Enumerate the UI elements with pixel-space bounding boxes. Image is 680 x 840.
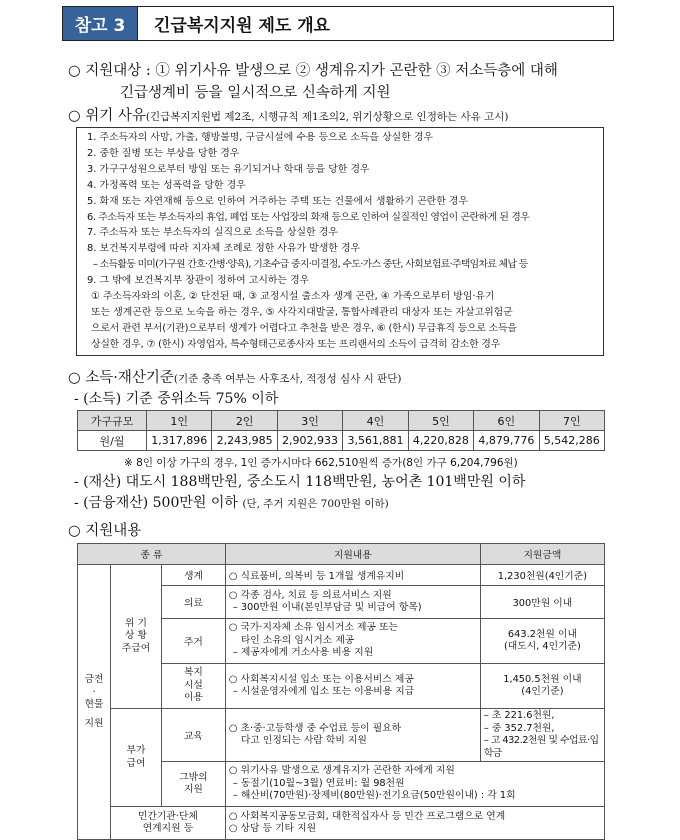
amount-line: – 고 432.2천원 및 수업료·입학금	[483, 735, 599, 759]
target-line-1: ○ 지원대상 : ① 위기사유 발생으로 ② 생계유지가 곤란한 ③ 저소득층에 대해	[68, 63, 558, 79]
group-extra-line: 급여	[126, 757, 146, 769]
income-header-cell: 3인	[277, 411, 342, 431]
support-header-type: 종 류	[78, 544, 226, 565]
content-line: – 동절기(10월~3월) 연료비: 월 98천원	[232, 777, 405, 789]
amount-education	[480, 709, 604, 762]
income-cell: 원/월	[78, 431, 147, 451]
income-header-cell: 7인	[539, 411, 604, 431]
type-line: 민간기관·단체	[137, 810, 198, 822]
income-header-cell: 1인	[147, 411, 212, 431]
income-header-cell: 2인	[212, 411, 277, 431]
amount-line: 643.2천원 이내	[507, 628, 577, 640]
group-crisis-line: 주급여	[121, 642, 151, 654]
type-welfare	[162, 664, 226, 709]
type-line: 시설	[183, 679, 203, 691]
amount-medical: 300만원 이내	[480, 586, 604, 619]
type-housing: 주거	[162, 619, 226, 664]
income-note: ※ 8인 이상 가구의 경우, 1인 증가시마다 662,510원씩 증가(8인 가구 6,204,796원)	[124, 457, 518, 469]
type-line: 지원	[183, 784, 203, 795]
reason-paragraph-line: 또는 생계곤란 등으로 노숙을 하는 경우, ⑤ 사각지대발굴, 통합사례관리 대상자 또는 자살고위험군	[91, 306, 513, 318]
reason-item: 5. 화재 또는 자연재해 등으로 인하여 거주하는 주택 또는 건물에서 생활하기 곤란한 경우	[87, 195, 468, 207]
reason-paragraph-line: 상실한 경우, ⑦ (한시) 자영업자, 특수형태근로종사자 또는 프리랜서의 소득이 급격히 감소한 경우	[91, 338, 501, 350]
income-line: - (소득) 기준 중위소득 75% 이하	[74, 391, 279, 407]
content-other	[225, 762, 604, 807]
income-header-cell: 가구규모	[78, 411, 147, 431]
amount-housing	[480, 619, 604, 664]
income-table-row	[78, 431, 605, 451]
amount-line: (대도시, 4인기준)	[503, 641, 581, 652]
support-row-education	[78, 709, 605, 762]
income-cell: 5,542,286	[539, 431, 604, 451]
content-line: ○ 상담 등 기타 지원	[228, 823, 317, 834]
income-table	[77, 410, 605, 451]
reason-paragraph-line: ① 주소득자와의 이혼, ② 단전된 때, ③ 교정시설 출소자 생계 곤란, ④ 가족으로부터 방임·유기	[91, 291, 495, 303]
support-table	[77, 543, 605, 840]
amount-line: 1,450.5천원 이내	[503, 673, 582, 685]
criteria-heading	[68, 366, 402, 387]
content-line: – 제공자에게 거소사용 비용 지원	[232, 647, 374, 659]
content-housing	[225, 619, 480, 664]
support-header-content: 지원내용	[225, 544, 480, 565]
content-living: ○ 식료품비, 의복비 등 1개월 생계유지비	[225, 565, 480, 586]
crisis-reasons-box	[76, 127, 604, 356]
group-crisis-line: 위 기	[124, 617, 148, 629]
income-cell: 1,317,896	[147, 431, 212, 451]
reasons-heading-text: ○ 위기 사유	[68, 108, 146, 124]
group-cash-inkind-line: 현물	[84, 699, 104, 710]
income-header-cell: 5인	[408, 411, 473, 431]
income-table-header	[78, 411, 605, 431]
income-header-cell: 4인	[343, 411, 408, 431]
content-line: ○ 위기사유 발생으로 생계유지가 곤란한 자에게 지원	[228, 765, 455, 777]
content-medical	[225, 586, 480, 619]
amount-line: – 초 221.6천원,	[483, 710, 555, 721]
target-line-2: 긴급생계비 등을 일시적으로 신속하게 지원	[120, 85, 391, 101]
amount-line: – 중 352.7천원,	[483, 722, 555, 734]
content-line: – 해산비(70만원)·장제비(80만원)·전기요금(50만원이내) : 각 1회	[232, 790, 516, 802]
type-private	[111, 807, 226, 840]
reason-paragraph-line: 으로서 관련 부서(기관)으로부터 생계가 어렵다고 추천을 받은 경우, ⑥ (한시) 무급휴직 등으로 소득을	[91, 322, 517, 334]
amount-line: (4인기준)	[521, 686, 564, 697]
content-line: ○ 사회복지시설 입소 또는 이용서비스 제공	[228, 673, 414, 685]
group-extra-line: 부가	[126, 745, 146, 756]
reason-item: 4. 가정폭력 또는 성폭력을 당한 경우	[87, 179, 246, 191]
group-crisis-line: 상 황	[124, 630, 148, 642]
content-private	[225, 807, 604, 840]
reason-subitem: – 소득활동 미미(가구원 간호·간병·양육), 기초수급 중지·미결정, 수도·가스 중단, 사회보험료·주택임차료 체납 등	[93, 259, 528, 271]
support-header-amount: 지원금액	[480, 544, 604, 565]
type-other	[162, 762, 226, 807]
group-cash-inkind-line: ·	[92, 686, 96, 698]
amount-welfare	[480, 664, 604, 709]
income-cell: 2,243,985	[212, 431, 277, 451]
reason-item: 6. 주소득자 또는 부소득자의 휴업, 폐업 또는 사업장의 화재 등으로 인하여 실질적인 영업이 곤란하게 된 경우	[87, 211, 530, 223]
content-line: ○ 사회복지공동모금회, 대한적십자사 등 민간 프로그램으로 연계	[228, 810, 506, 822]
reasons-heading	[68, 104, 508, 125]
reasons-heading-note: (긴급복지지원법 제2조, 시행규칙 제1조의2, 위기상황으로 인정하는 사유 고시)	[145, 111, 509, 123]
reference-tag: 참고 3	[63, 7, 137, 40]
content-welfare	[225, 664, 480, 709]
income-header-cell: 6인	[474, 411, 539, 431]
income-cell: 4,879,776	[474, 431, 539, 451]
content-line: 타인 소유의 임시거소 제공	[240, 634, 355, 646]
type-line: 연계지원 등	[142, 823, 194, 834]
content-line: 다고 인정되는 사람 학비 지원	[240, 735, 367, 746]
group-cash-inkind	[78, 565, 111, 840]
type-education: 교육	[162, 709, 226, 762]
income-cell: 3,561,881	[343, 431, 408, 451]
reason-item: 8. 보건복지부령에 따라 지자체 조례로 정한 사유가 발생한 경우	[87, 243, 361, 255]
content-line: – 시설운영자에게 입소 또는 이용비용 지급	[232, 686, 415, 697]
type-medical: 의료	[162, 586, 226, 619]
finance-line	[74, 492, 389, 512]
content-line: – 300만원 이내(본인부담금 및 비급여 항목)	[232, 602, 422, 613]
type-living: 생계	[162, 565, 226, 586]
reason-item: 1. 주소득자의 사망, 가출, 행방불명, 구금시설에 수용 등으로 소득을 상실한 경우	[87, 132, 433, 143]
reason-item: 9. 그 밖에 보건복지부 장관이 정하여 고시하는 경우	[87, 275, 310, 287]
reason-item: 2. 중한 질병 또는 부상을 당한 경우	[87, 147, 240, 159]
content-education	[225, 709, 480, 762]
type-line: 그밖의	[179, 771, 208, 783]
reason-item: 3. 가구구성원으로부터 방임 또는 유기되거나 학대 등을 당한 경우	[87, 163, 370, 175]
type-line: 이용	[183, 692, 203, 704]
finance-line-main: - (금융재산) 500만원 이하	[74, 495, 238, 511]
content-line: ○ 초·중·고등학생 중 수업료 등이 필요하	[228, 722, 402, 734]
support-heading: ○ 지원내용	[68, 523, 142, 539]
income-cell: 4,220,828	[408, 431, 473, 451]
reason-item: 7. 주소득자 또는 부소득자의 실직으로 소득을 상실한 경우	[87, 227, 338, 239]
asset-line: - (재산) 대도시 188백만원, 중소도시 118백만원, 농어촌 101백만원 이하	[74, 474, 526, 490]
type-line: 복지	[183, 667, 203, 679]
group-extra	[111, 709, 162, 807]
support-row-living	[78, 565, 605, 586]
finance-line-note: (단, 주거 지원은 700만원 이하)	[242, 498, 389, 510]
criteria-heading-note: (기준 충족 여부는 사후조사, 적정성 심사 시 판단)	[173, 373, 402, 385]
criteria-heading-text: ○ 소득·재산기준	[68, 370, 174, 386]
amount-living: 1,230천원(4인기준)	[480, 565, 604, 586]
support-row-private	[78, 807, 605, 840]
content-line: ○ 각종 검사, 치료 등 의료서비스 지원	[228, 589, 392, 601]
group-cash-inkind-line: 금전	[84, 674, 104, 685]
income-cell: 2,902,933	[277, 431, 342, 451]
support-table-header	[78, 544, 605, 565]
content-line: ○ 국가·지자체 소유 임시거소 제공 또는	[228, 622, 399, 634]
page-title: 긴급복지지원 제도 개요	[137, 7, 613, 40]
group-crisis-main	[111, 565, 162, 709]
group-cash-inkind-line: 지원	[84, 717, 104, 729]
title-box	[62, 6, 614, 41]
